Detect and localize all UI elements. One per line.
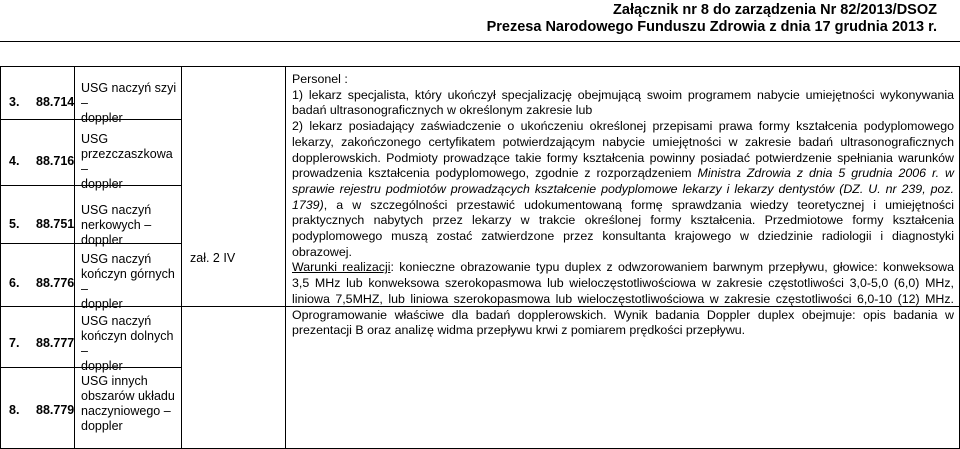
requirements-paragraph <box>292 260 954 339</box>
row-name-line: doppler <box>81 111 123 125</box>
row-name-line: USG naczyń <box>81 203 152 217</box>
attachment-ref: zał. 2 IV <box>190 251 236 265</box>
personnel-item-1: 1) lekarz specjalista, który ukończył specjalizację obejmującą swoim programem nabycie umiejętności wykonywania badań ultrasonograficznych w określonym zakresie lub <box>292 87 954 118</box>
row-name-line: nerkowych – doppler <box>81 218 152 247</box>
requirements-heading: Warunki realizacji <box>292 260 391 275</box>
row-name-line: USG <box>81 132 109 146</box>
row-name-line: doppler <box>81 359 123 373</box>
row-code: 88.716 <box>36 154 75 168</box>
row-code: 88.714 <box>36 95 75 109</box>
personnel-heading: Personel : <box>292 72 348 86</box>
row-code: 88.777 <box>36 336 75 350</box>
row-name-line: naczyniowego – <box>81 404 171 418</box>
row-name-line: USG naczyń <box>81 314 152 328</box>
row-lp: 6. <box>9 276 20 290</box>
table-col-divider <box>285 66 286 449</box>
row-name-line: USG naczyń <box>81 252 152 266</box>
requirements-text: : konieczne obrazowanie typu duplex z odwzorowaniem barwnym przepływu, głowice: konweksowa 3,5 MHz lub konweksowa szerokopasmowa lub wieloczęstotliwościowa w zakresie częstotliwości 3,0-5,0 (6,0) MHz, liniowa 7,5MHZ, lub liniowa szerokopasmowa lub wieloczęstotliwościowa w zakresie częstotliwości 6,0-10 (12) MHz. Oprogramowanie właściwe dla badań dopplerowskich. Wynik badania Doppler duplex obejmuje: opis badania w prezentacji B oraz analizę widma przepływu krwi z pomiarem prędkości przepływu. <box>292 260 954 338</box>
row-name-line: doppler <box>81 297 123 311</box>
personnel-requirements <box>292 72 954 339</box>
row-lp: 5. <box>9 217 20 231</box>
table-border-top <box>0 66 960 67</box>
header-line-1: Załącznik nr 8 do zarządzenia Nr 82/2013/DSOZ <box>613 2 937 18</box>
personnel-item-2-continuation: , a w szczególności przestawić udokumentowaną formę sprawdzania wiedzy teoretycznej i umiejętności praktycznych nabytych przez lekarzy w trakcie określonej formy kształcenia. Przedmiotowe formy kształcenia podyplomowego muszą zostać zatwierdzone przez konsultanta krajowego w dziedzinie radiologii i diagnostyki obrazowej. <box>292 197 954 259</box>
row-code: 88.751 <box>36 217 75 231</box>
table-col-divider <box>181 66 182 449</box>
row-name-line: doppler <box>81 177 123 191</box>
row-name-line: USG innych <box>81 374 148 388</box>
regulation-reference: Ministra Zdrowia z dnia 5 grudnia 2006 r. w sprawie rejestru podmiotów prowadzących kształcenie podyplomowe lekarzy i lekarzy dentystów (DZ. U. nr 239, poz. 1739) <box>292 166 955 212</box>
row-lp: 8. <box>9 403 20 417</box>
table-col-divider <box>74 66 75 449</box>
row-name-line: doppler <box>81 419 123 433</box>
row-lp: 4. <box>9 154 20 168</box>
row-name-line: kończyn dolnych – <box>81 329 174 358</box>
header-rule <box>0 41 960 42</box>
row-code: 88.779 <box>36 403 75 417</box>
row-lp: 3. <box>9 95 20 109</box>
row-name-line: kończyn górnych – <box>81 267 175 296</box>
personnel-item-2-text: 2) lekarz posiadający zaświadczenie o ukończeniu określonej przepisami prawa formy kształcenia podyplomowego lekarzy, zakończonego certyfikatem potwierdzającym nabycie umiejętności w zakresie badań ultrasonograficznych dopplerowskich. Podmioty prowadzące takie formy kształcenia powinny posiadać potwierdzenie spełniania warunków prowadzenia kształcenia podyplomowego, zgodnie z rozporządzeniem <box>292 119 954 181</box>
row-name-line: obszarów układu <box>81 389 175 403</box>
row-name-line: USG naczyń szyi – <box>81 81 177 110</box>
row-lp: 7. <box>9 336 20 350</box>
header-line-2: Prezesa Narodowego Funduszu Zdrowia z dnia 17 grudnia 2013 r. <box>486 19 937 35</box>
table-border-left <box>0 66 1 449</box>
row-code: 88.776 <box>36 276 75 290</box>
row-name-line: przezczaszkowa – <box>81 147 173 176</box>
personnel-item-2 <box>292 119 954 260</box>
